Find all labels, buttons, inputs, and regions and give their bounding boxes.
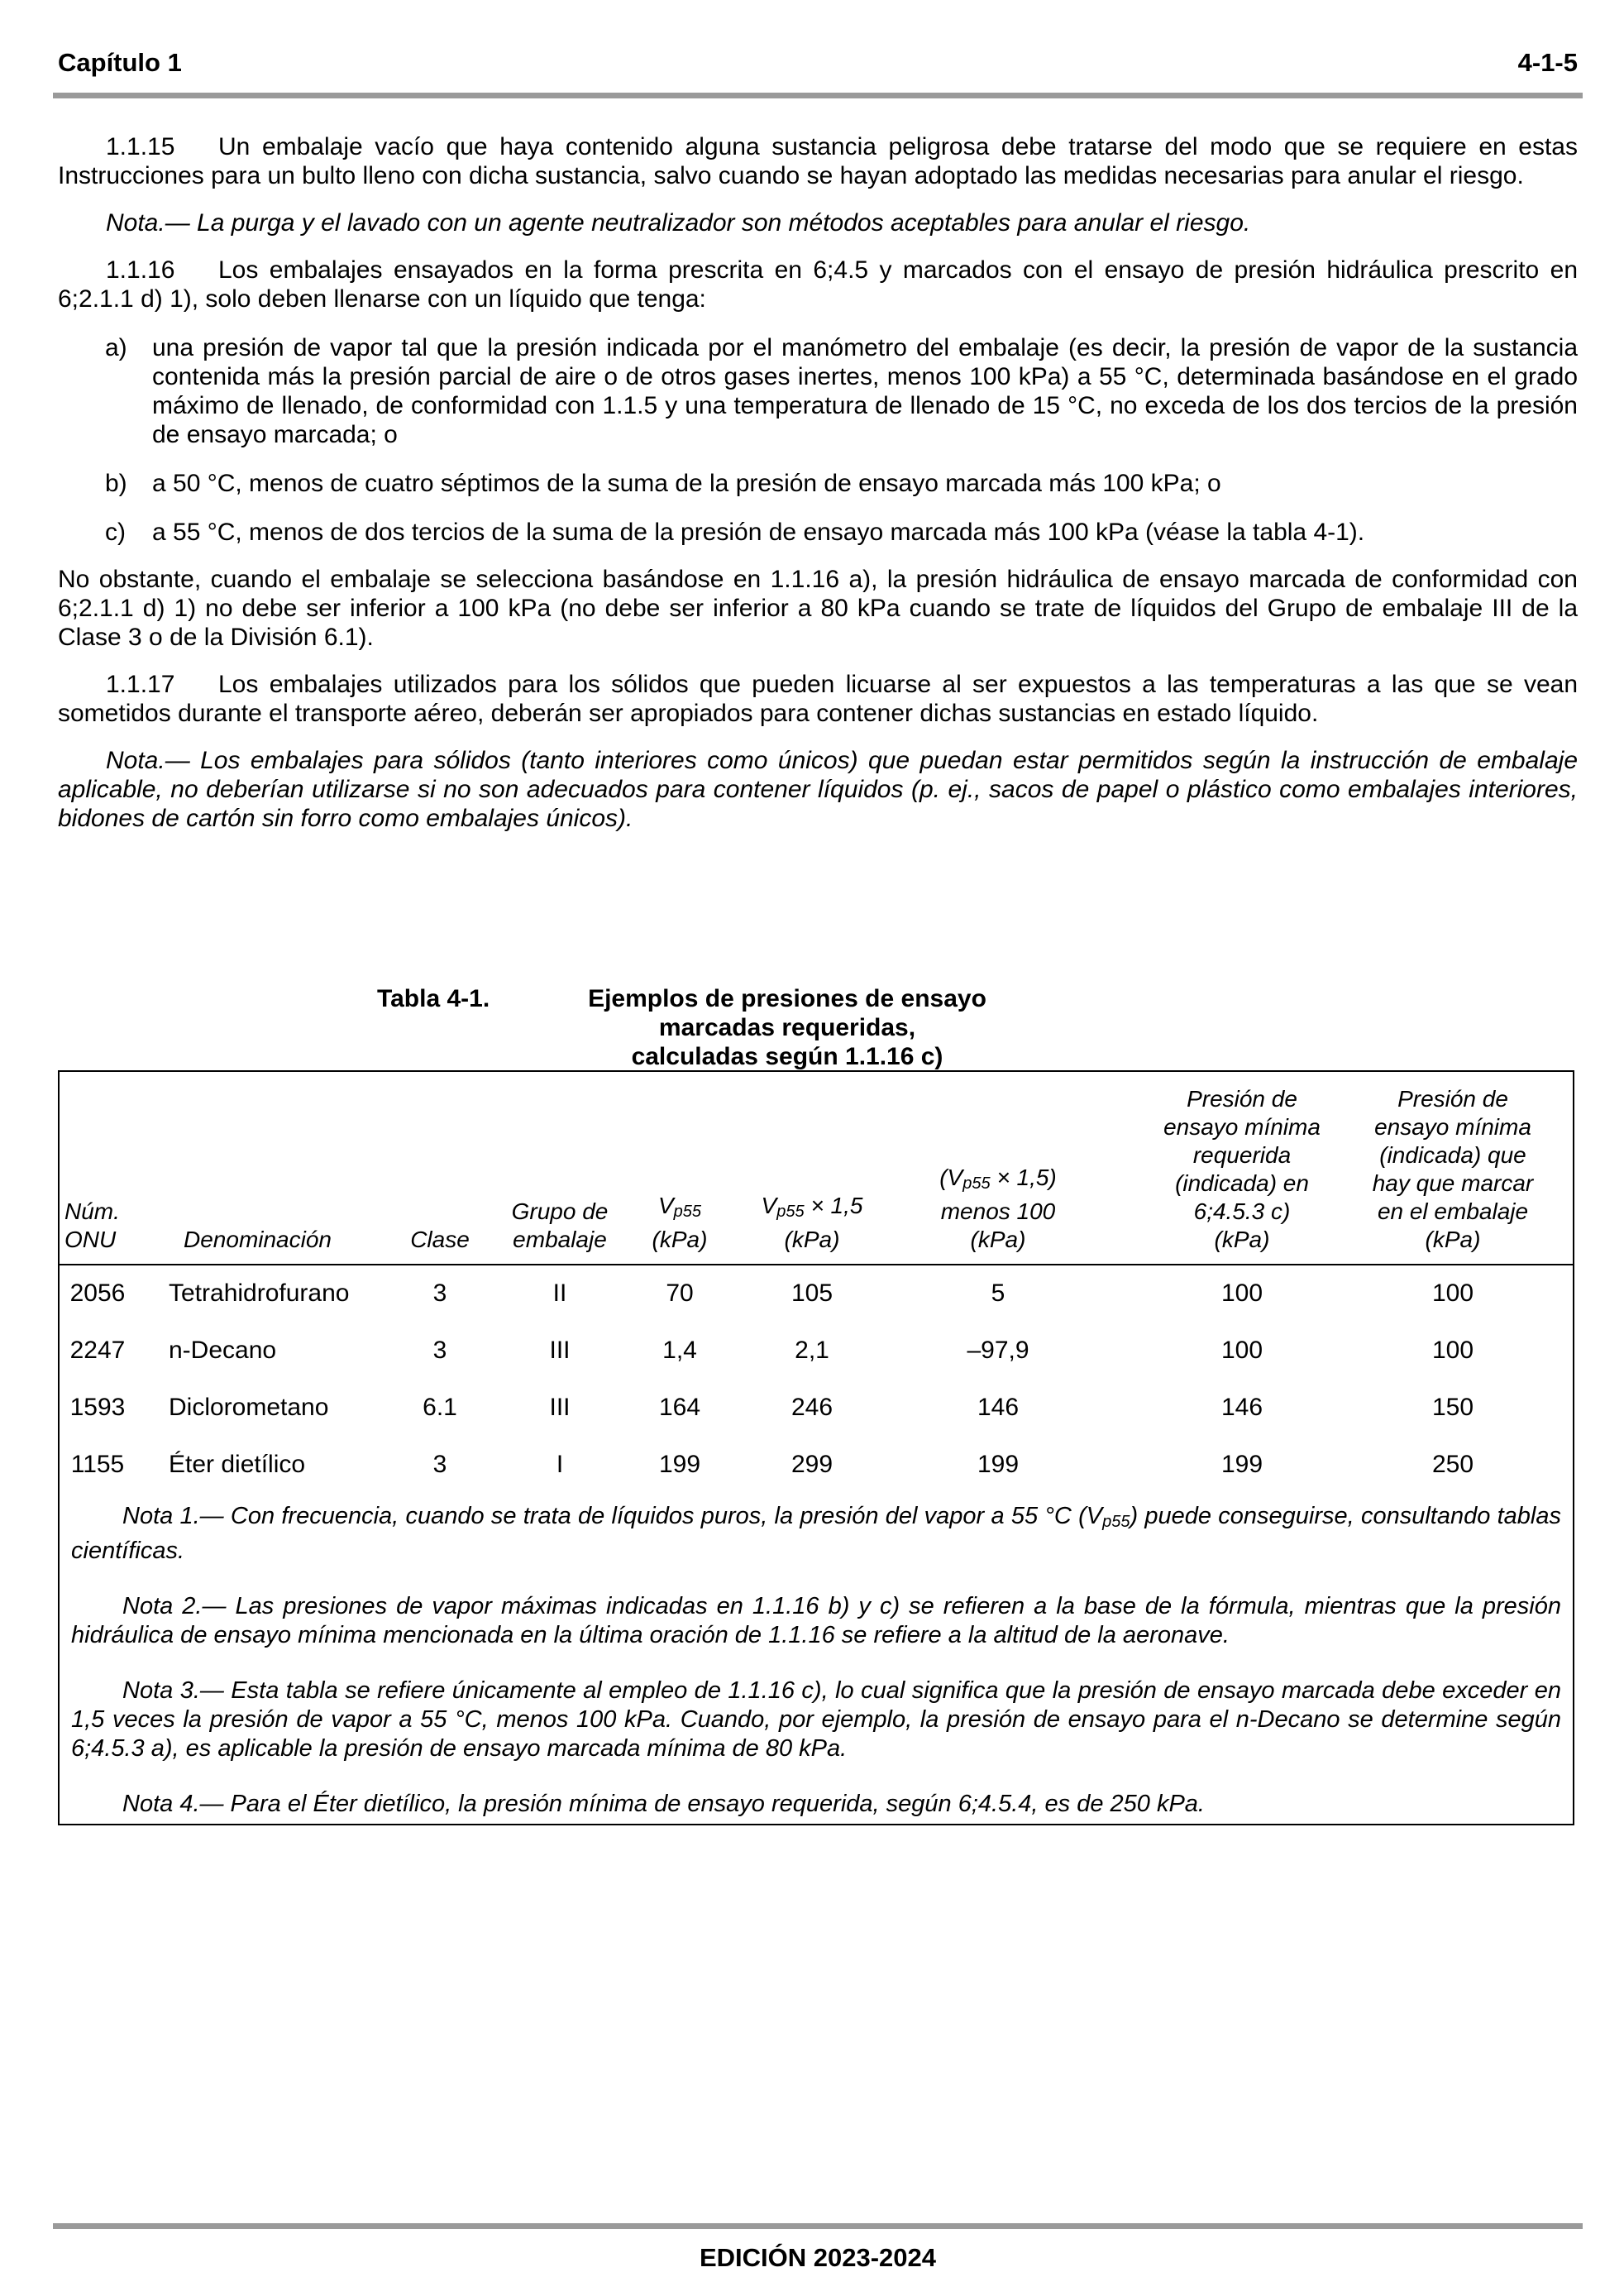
col-header-min-marked: Presión de ensayo mínima (indicada) que hay que marcar en el embalaje (kPa) (1372, 1086, 1534, 1252)
para-number: 1.1.15 (106, 133, 175, 160)
page-number: 4-1-5 (1517, 48, 1578, 77)
para-text: Los embalajes utilizados para los sólidos que pueden licuarse al ser expuestos a las temperaturas a las que se vean sometidos durante el transporte aéreo, deberán ser apropiados para contener dichas sustancias en estado líquido. (58, 671, 1578, 727)
table-row: 2247 n-Decano 3 III 1,4 2,1 –97,9 100 100 (69, 1337, 1474, 1364)
header-rule (53, 93, 1583, 98)
table-note-3: Nota 3.— Esta tabla se refiere únicamente al empleo de 1.1.16 c), lo cual significa que la presión de ensayo marcada debe exceder en 1,5 veces la presión de vapor a 55 °C, menos 100 kPa. Cuando, por ejemplo, la presión de ensayo para el n-Decano se determine según 6;4.5.3 a), es aplicable la presión de ensayo marcada mínima de 80 kPa. (71, 1677, 1561, 1762)
body-text (58, 132, 1578, 833)
col-header-min-required: Presión de ensayo mínima requerida (indicada) en 6;4.5.3 c) (kPa) (1163, 1086, 1321, 1252)
paragraph-no-obstante: No obstante, cuando el embalaje se selecciona basándose en 1.1.16 a), la presión hidráulica de ensayo marcada de conformidad con 6;2.1.1 d) 1) no debe ser inferior a 100 kPa (no debe ser inferior a 80 kPa cuando se trate de líquidos del Grupo de embalaje III de la Clase 3 o de la División 6.1). (58, 566, 1578, 651)
table-note-2: Nota 2.— Las presiones de vapor máximas indicadas en 1.1.16 b) y c) se refieren a la base de la fórmula, mientras que la presión hidráulica de ensayo mínima mencionada en la última oración de 1.1.16 se refiere a la altitud de la aeronave. (71, 1593, 1561, 1648)
edition-footer: EDICIÓN 2023-2024 (699, 2243, 937, 2272)
document-page (58, 0, 1578, 2296)
col-header-vp55-minus100: $(V_{p55} \times 1,5)$ menos 100 (kPa) (939, 1165, 1057, 1252)
paragraph-1-1-17 (58, 670, 1578, 728)
list-item-b (58, 469, 1578, 498)
item-label: a) (105, 334, 127, 361)
chapter-title: Capítulo 1 (58, 48, 182, 77)
footer-rule (53, 2223, 1583, 2229)
pressure-table (58, 1070, 1574, 1825)
list-item-a (58, 333, 1578, 449)
para-text: Un embalaje vacío que haya contenido alguna sustancia peligrosa debe tratarse del modo que se requiere en estas Instrucciones para un bulto lleno con dicha sustancia, salvo cuando se hayan adoptado las medidas necesarias para anular el riesgo. (58, 133, 1578, 189)
col-header-name: Denominación (184, 1227, 332, 1252)
col-header-group: Grupo de embalaje (511, 1198, 609, 1252)
para-number: 1.1.16 (106, 256, 175, 284)
item-text: a 50 °C, menos de cuatro séptimos de la suma de la presión de ensayo marcada más 100 kPa; o (152, 470, 1221, 497)
col-header-vp55-x15: $V_{p55} \times 1,5$ (kPa) (761, 1193, 863, 1252)
list-item-c (58, 518, 1578, 547)
col-header-un: Núm. ONU (64, 1198, 120, 1252)
col-header-class: Clase (410, 1227, 470, 1252)
note-solids: Nota.— Los embalajes para sólidos (tanto interiores como únicos) que puedan estar permitidos según la instrucción de embalaje aplicable, no deberían utilizarse si no son adecuados para contener líquidos (p. ej., sacos de papel o plástico como embalajes interiores, bidones de cartón sin forro como embalajes únicos). (58, 747, 1578, 832)
table-note-4: Nota 4.— Para el Éter dietílico, la presión mínima de ensayo requerida, según 6;4.5.4, es de 250 kPa. (122, 1791, 1205, 1817)
item-label: c) (105, 519, 126, 546)
paragraph-1-1-15 (58, 132, 1578, 190)
table-row: 2056 Tetrahidrofurano 3 II 70 105 5 100 100 (69, 1280, 1474, 1307)
table-row: 1155 Éter dietílico 3 I 199 299 199 199 250 (70, 1451, 1474, 1478)
para-text: Los embalajes ensayados en la forma prescrita en 6;4.5 y marcados con el ensayo de presión hidráulica prescrito en 6;2.1.1 d) 1), solo deben llenarse con un líquido que tenga: (58, 256, 1578, 313)
table-header (60, 1072, 1573, 1264)
note-purge: Nota.— La purga y el lavado con un agente neutralizador son métodos aceptables para anular el riesgo. (106, 209, 1251, 237)
paragraph-1-1-16 (58, 256, 1578, 313)
item-text: una presión de vapor tal que la presión indicada por el manómetro del embalaje (es decir, la presión de vapor de la sustancia contenida más la presión parcial de aire o de otros gases inertes, menos 100 kPa) a 55 °C, determinada basándose en el grado máximo de llenado, de conformidad con 1.1.5 y una temperatura de llenado de 15 °C, no exceda de los dos tercios de la presión de ensayo marcada; o (152, 334, 1578, 448)
col-header-vp55: $V_{p55}$ (kPa) (652, 1193, 708, 1252)
page-header (58, 48, 1578, 84)
table-label: Tabla 4-1. (377, 985, 490, 1012)
table-note-1: Nota 1.— Con frecuencia, cuando se trata de líquidos puros, la presión del vapor a 55 °C $(V_{p55})$ puede conseguirse, consultando tablas científicas. (71, 1503, 1561, 1564)
para-number: 1.1.17 (106, 671, 175, 698)
table-title: Ejemplos de presiones de ensayo marcadas requeridas, calculadas según 1.1.16 c) (588, 985, 986, 1070)
item-text: a 55 °C, menos de dos tercios de la suma de la presión de ensayo marcada más 100 kPa (véase la tabla 4-1). (152, 519, 1365, 546)
table-row: 1593 Diclorometano 6.1 III 164 246 146 146 150 (69, 1394, 1474, 1421)
header-divider (60, 1264, 1573, 1265)
item-label: b) (105, 470, 127, 497)
table-notes (71, 1502, 1561, 1845)
